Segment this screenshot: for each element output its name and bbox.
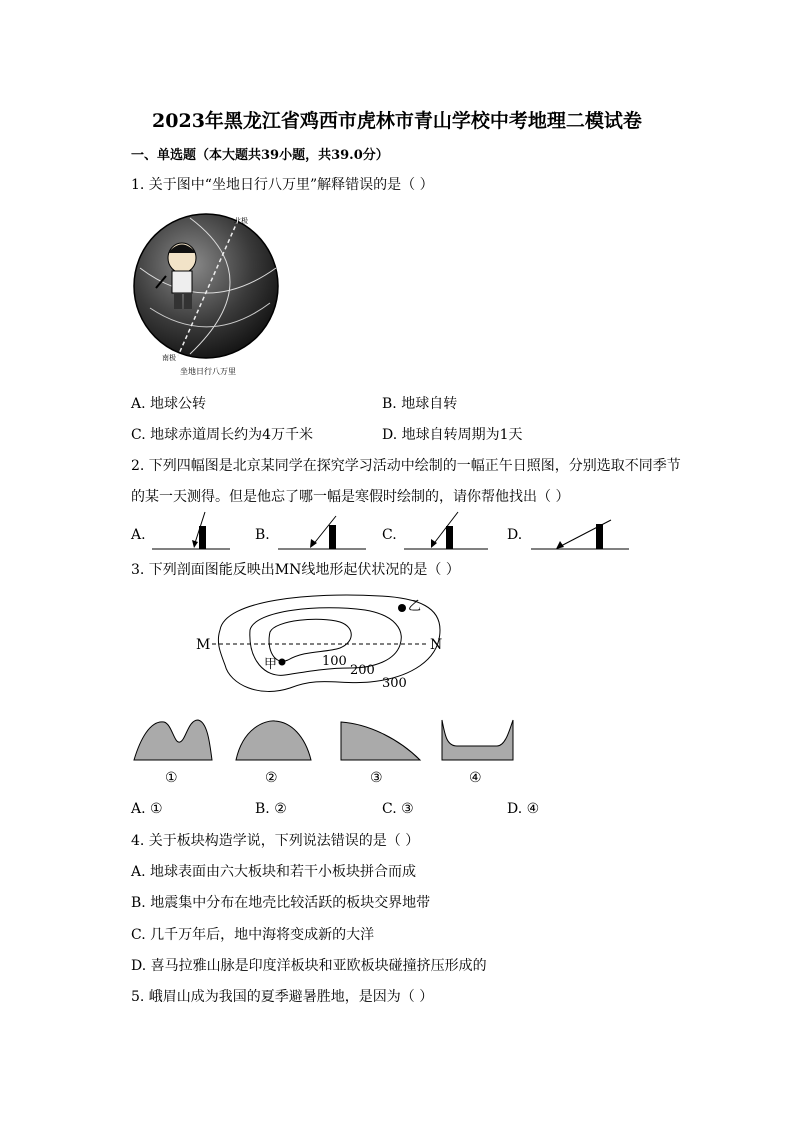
q2-option-c-label[interactable]: C. bbox=[382, 527, 397, 543]
map-label-yi: 乙 bbox=[408, 599, 422, 614]
question-2-stem-line2: 的某一天测得。但是他忘了哪一幅是寒假时绘制的，请你帮他找出（ ） bbox=[131, 489, 570, 505]
map-label-jia: 甲 bbox=[264, 657, 278, 672]
q2-option-b-label[interactable]: B. bbox=[255, 527, 270, 543]
q3-option-b[interactable]: B. ② bbox=[255, 801, 287, 817]
q2-option-a-shadow-diagram[interactable] bbox=[150, 508, 234, 552]
q1-option-a[interactable]: A. 地球公转 bbox=[131, 396, 207, 412]
north-pole-label: 北极 bbox=[234, 217, 248, 225]
map-label-n: N bbox=[430, 637, 443, 653]
figure-caption: 坐地日行八万里 bbox=[180, 367, 236, 376]
q2-option-d-shadow-diagram[interactable] bbox=[529, 508, 633, 552]
q3-option-a[interactable]: A. ① bbox=[131, 801, 163, 817]
contour-label-300: 300 bbox=[382, 676, 407, 691]
q3-profile-4 bbox=[441, 716, 515, 784]
q2-option-d-label[interactable]: D. bbox=[507, 527, 523, 543]
q2-option-c-shadow-diagram[interactable] bbox=[402, 508, 492, 552]
q4-option-d[interactable]: D. 喜马拉雅山脉是印度洋板块和亚欧板块碰撞挤压形成的 bbox=[131, 958, 487, 974]
question-1-stem: 1. 关于图中“坐地日行八万里”解释错误的是（ ） bbox=[131, 177, 434, 193]
contour-label-100: 100 bbox=[322, 654, 347, 669]
q3-profile-3 bbox=[340, 716, 422, 784]
q3-profile-2 bbox=[235, 716, 313, 784]
q1-globe-figure bbox=[130, 208, 280, 378]
q4-option-c[interactable]: C. 几千万年后，地中海将变成新的大洋 bbox=[131, 927, 375, 943]
q2-option-a-label[interactable]: A. bbox=[131, 527, 146, 543]
profile-label-2: ② bbox=[265, 770, 278, 786]
point-yi bbox=[398, 604, 406, 612]
q1-option-d[interactable]: D. 地球自转周期为1天 bbox=[382, 427, 523, 443]
south-pole-label: 南极 bbox=[162, 354, 176, 362]
q1-option-b[interactable]: B. 地球自转 bbox=[382, 396, 458, 412]
section-heading: 一、单选题（本大题共39小题，共39.0分） bbox=[131, 148, 389, 163]
profile-label-4: ④ bbox=[469, 770, 482, 786]
question-5-stem: 5. 峨眉山成为我国的夏季避暑胜地，是因为（ ） bbox=[131, 989, 434, 1005]
page-title: 2023年黑龙江省鸡西市虎林市青山学校中考地理二模试卷 bbox=[152, 110, 642, 132]
q3-profile-1 bbox=[132, 716, 214, 784]
map-label-m: M bbox=[196, 637, 211, 653]
contour-label-200: 200 bbox=[350, 663, 375, 678]
question-2-stem-line1: 2. 下列四幅图是北京某同学在探究学习活动中绘制的一幅正午日照图，分别选取不同季节 bbox=[131, 458, 681, 474]
question-3-stem: 3. 下列剖面图能反映出MN线地形起伏状况的是（ ） bbox=[131, 562, 460, 578]
q3-option-c[interactable]: C. ③ bbox=[382, 801, 414, 817]
q1-option-c[interactable]: C. 地球赤道周长约为4万千米 bbox=[131, 427, 314, 443]
profile-label-3: ③ bbox=[370, 770, 383, 786]
point-jia bbox=[279, 659, 286, 666]
q4-option-b[interactable]: B. 地震集中分布在地壳比较活跃的板块交界地带 bbox=[131, 895, 431, 911]
question-4-stem: 4. 关于板块构造学说，下列说法错误的是（ ） bbox=[131, 833, 420, 849]
q3-option-d[interactable]: D. ④ bbox=[507, 801, 540, 817]
q2-option-b-shadow-diagram[interactable] bbox=[276, 508, 370, 552]
q4-option-a[interactable]: A. 地球表面由六大板块和若干小板块拼合而成 bbox=[131, 864, 417, 880]
profile-label-1: ① bbox=[165, 770, 178, 786]
q3-contour-map bbox=[190, 590, 450, 700]
